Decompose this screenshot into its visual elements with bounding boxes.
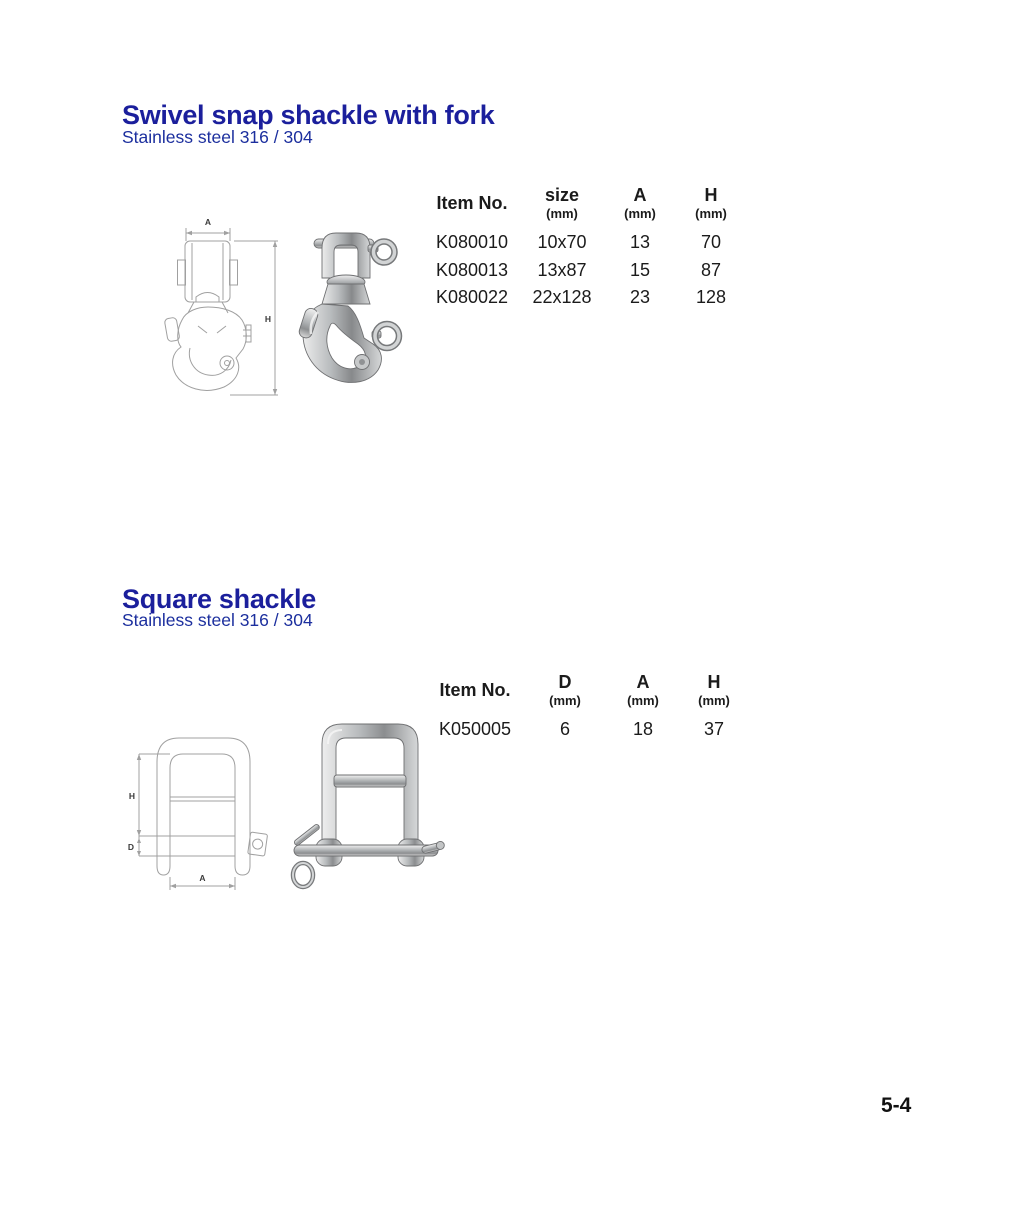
column-header-item-no: Item No.	[436, 192, 508, 213]
column-header-item-no: Item No.	[439, 679, 511, 700]
table-cell: K080010	[435, 232, 509, 253]
column-header-h: H (mm)	[695, 184, 727, 221]
table-cell: 6	[559, 719, 570, 740]
swivel-snap-shackle-photo	[288, 212, 410, 404]
column-header-d: D (mm)	[549, 671, 581, 708]
table-cell: 18	[632, 719, 654, 740]
dim-label-d: D	[127, 842, 135, 852]
table-cell: 13	[629, 232, 651, 253]
table-cell: 13x87	[537, 259, 587, 280]
square-shackle-size-table	[426, 664, 748, 744]
table-cell: K050005	[438, 719, 512, 740]
section-title-square-shackle: Square shackle	[122, 584, 316, 615]
table-cell: 37	[703, 719, 725, 740]
page-number: 5-4	[881, 1094, 912, 1117]
dim-label-a: A	[199, 873, 206, 883]
section-subtitle-material: Stainless steel 316 / 304	[122, 610, 313, 630]
table-cell: 23	[629, 287, 651, 308]
table-cell: 22x128	[532, 287, 592, 308]
dim-label-h: H	[128, 791, 136, 801]
table-cell: K080013	[435, 259, 509, 280]
table-cell: 70	[700, 232, 722, 253]
swivel-snap-shackle-technical-drawing	[138, 212, 290, 402]
table-cell: 15	[629, 259, 651, 280]
table-cell: 10x70	[537, 232, 587, 253]
swivel-shackle-size-table	[423, 177, 745, 312]
column-header-a: A (mm)	[627, 671, 659, 708]
table-cell: 128	[695, 287, 727, 308]
table-cell: 87	[700, 259, 722, 280]
column-header-size: size (mm)	[544, 184, 580, 221]
dim-label-a: A	[204, 217, 212, 227]
column-header-h: H (mm)	[698, 671, 730, 708]
square-shackle-photo	[276, 712, 446, 902]
dim-label-h: H	[264, 314, 271, 324]
square-shackle-technical-drawing	[123, 716, 273, 902]
section-title-swivel-snap-shackle: Swivel snap shackle with fork	[122, 100, 495, 131]
column-header-a: A (mm)	[624, 184, 656, 221]
section-subtitle-material: Stainless steel 316 / 304	[122, 127, 313, 147]
table-cell: K080022	[435, 287, 509, 308]
